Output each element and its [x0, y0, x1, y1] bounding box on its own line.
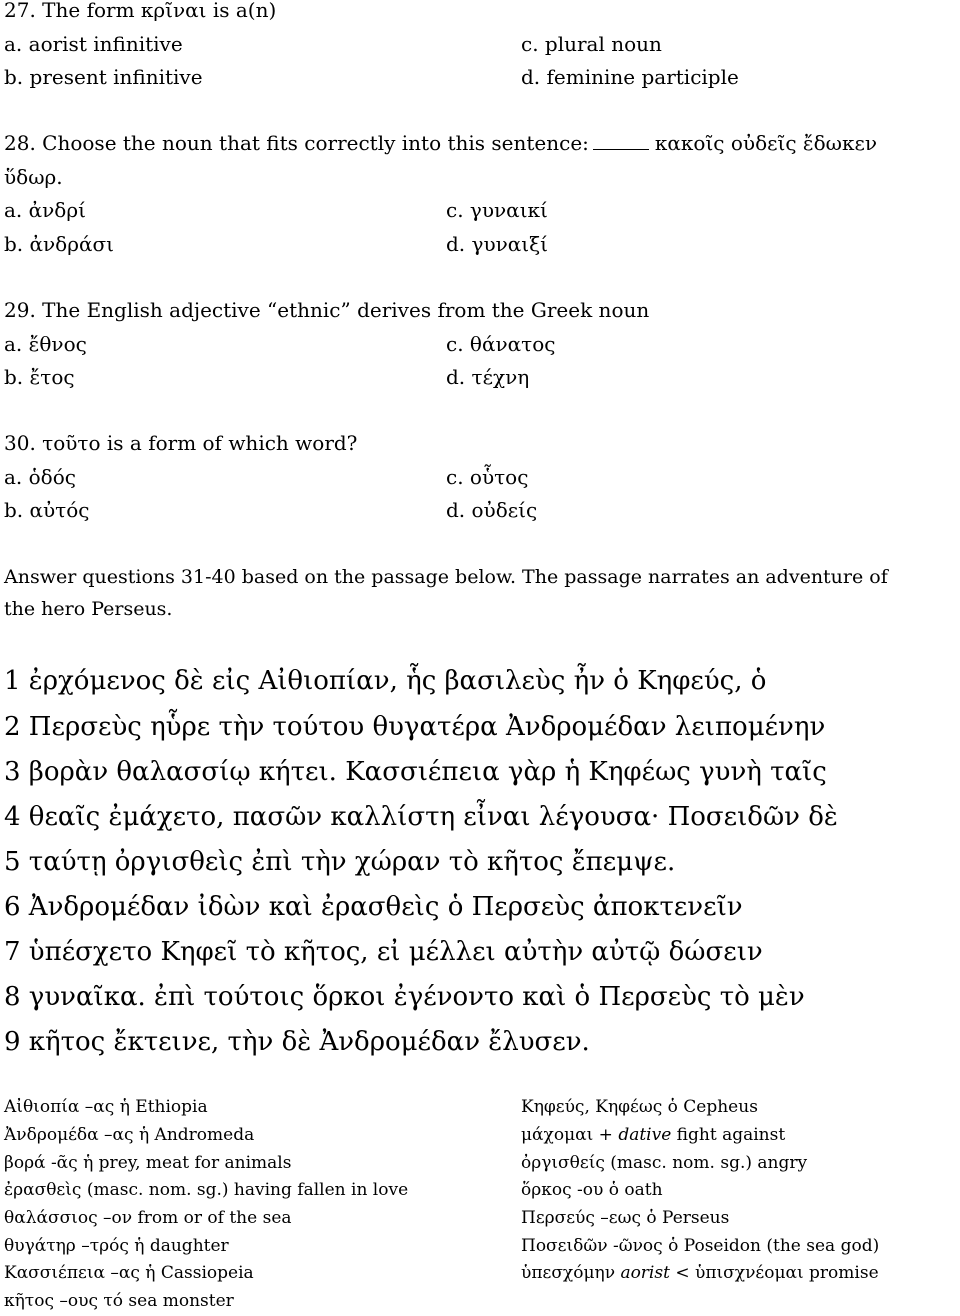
q30-stem: 30. τοῦτο is a form of which word? [4, 431, 358, 455]
q27-stem: 27. The form κρῖναι is a(n) [4, 0, 277, 22]
vocab-entry: Ποσειδῶν -ῶνος ὁ Poseidon (the sea god) [521, 1236, 880, 1256]
vocab-entry: κῆτος –ους τό sea monster [4, 1291, 234, 1311]
q30-option-c: c. οὗτος [446, 465, 529, 489]
q29-option-a: a. ἔθνος [4, 332, 87, 356]
passage-line: 8 γυναῖκα. ἐπὶ τούτοις ὅρκοι ἐγένοντο καὶ ὁ Περσεὺς τὸ μὲν [4, 982, 805, 1012]
vocab-text: < ὑπισχνέομαι promise [669, 1263, 879, 1283]
vocab-entry: Ἀνδρομέδα –ας ἡ Andromeda [4, 1125, 255, 1145]
passage-line: 2 Περσεὺς ηὗρε τὴν τούτου θυγατέρα Ἀνδρομέδαν λειπομένην [4, 712, 826, 742]
q29-option-b: b. ἔτος [4, 365, 75, 389]
q27-option-c: c. plural noun [521, 32, 662, 56]
q30-option-a: a. ὁδός [4, 465, 76, 489]
vocab-entry: Κηφεύς, Κηφέως ὁ Cepheus [521, 1097, 758, 1117]
q27-option-b: b. present infinitive [4, 65, 203, 89]
q28-stem [4, 131, 877, 155]
vocab-italic: aorist [620, 1263, 670, 1283]
q28-stem-prefix: 28. Choose the noun that fits correctly into this sentence: [4, 131, 589, 155]
answer-blank [593, 131, 649, 150]
q28-option-d: d. γυναιξί [446, 232, 548, 256]
passage-line: 6 Ἀνδρομέδαν ἰδὼν καὶ ἐρασθεὶς ὁ Περσεὺς ἀποκτενεῖν [4, 892, 743, 922]
passage-line: 3 βορὰν θαλασσίῳ κήτει. Κασσιέπεια γὰρ ἡ Κηφέως γυνὴ ταῖς [4, 757, 827, 787]
q28-option-a: a. ἀνδρί [4, 198, 86, 222]
q27-option-a: a. aorist infinitive [4, 32, 183, 56]
passage-line: 5 ταύτῃ ὀργισθεὶς ἐπὶ τὴν χώραν τὸ κῆτος ἔπεμψε. [4, 847, 676, 877]
passage-intro-line2: the hero Perseus. [4, 598, 173, 620]
vocab-text: fight against [671, 1125, 786, 1145]
vocab-entry: Περσεύς –εως ὁ Perseus [521, 1208, 730, 1228]
vocab-entry: Κασσιέπεια –ας ἡ Cassiopeia [4, 1263, 254, 1283]
vocab-text: μάχομαι + [521, 1125, 619, 1145]
q29-stem: 29. The English adjective “ethnic” derives from the Greek noun [4, 298, 650, 322]
q28-option-c: c. γυναικί [446, 198, 548, 222]
q28-stem-suffix: κακοῖς οὐδεῖς ἔδωκεν [654, 131, 877, 155]
q29-option-d: d. τέχνη [446, 365, 530, 389]
vocab-entry: Αἰθιοπία –ας ἡ Ethiopia [4, 1097, 208, 1117]
q28-option-b: b. ἀνδράσι [4, 232, 114, 256]
vocab-entry: βορά -ᾶς ἡ prey, meat for animals [4, 1153, 292, 1173]
q27-option-d: d. feminine participle [521, 65, 739, 89]
passage-intro-line1: Answer questions 31-40 based on the passage below. The passage narrates an adventure of [4, 566, 888, 588]
vocab-entry: ὀργισθείς (masc. nom. sg.) angry [521, 1153, 808, 1173]
vocab-entry: ἐρασθεὶς (masc. nom. sg.) having fallen in love [4, 1180, 409, 1200]
vocab-entry: θυγάτηρ –τρός ἡ daughter [4, 1236, 229, 1256]
vocab-entry: ὅρκος -ου ὁ oath [521, 1180, 663, 1200]
vocab-italic: dative [618, 1125, 672, 1145]
passage-line: 9 κῆτος ἔκτεινε, τὴν δὲ Ἀνδρομέδαν ἔλυσεν. [4, 1027, 590, 1057]
q30-option-d: d. οὐδείς [446, 498, 538, 522]
vocab-entry [521, 1263, 879, 1283]
vocab-text: ὑπεσχόμην [521, 1263, 621, 1283]
q28-stem-line2: ὕδωρ. [4, 165, 63, 189]
vocab-entry: θαλάσσιος –ον from or of the sea [4, 1208, 292, 1228]
q29-option-c: c. θάνατος [446, 332, 556, 356]
q30-option-b: b. αὐτός [4, 498, 90, 522]
passage-line: 7 ὑπέσχετο Κηφεῖ τὸ κῆτος, εἰ μέλλει αὐτὴν αὐτῷ δώσειν [4, 937, 763, 967]
vocab-entry [521, 1125, 785, 1145]
passage-line: 1 ἐρχόμενος δὲ εἰς Αἰθιοπίαν, ἧς βασιλεὺς ἦν ὁ Κηφεύς, ὁ [4, 666, 767, 696]
passage-line: 4 θεαῖς ἐμάχετο, πασῶν καλλίστη εἶναι λέγουσα· Ποσειδῶν δὲ [4, 802, 838, 832]
